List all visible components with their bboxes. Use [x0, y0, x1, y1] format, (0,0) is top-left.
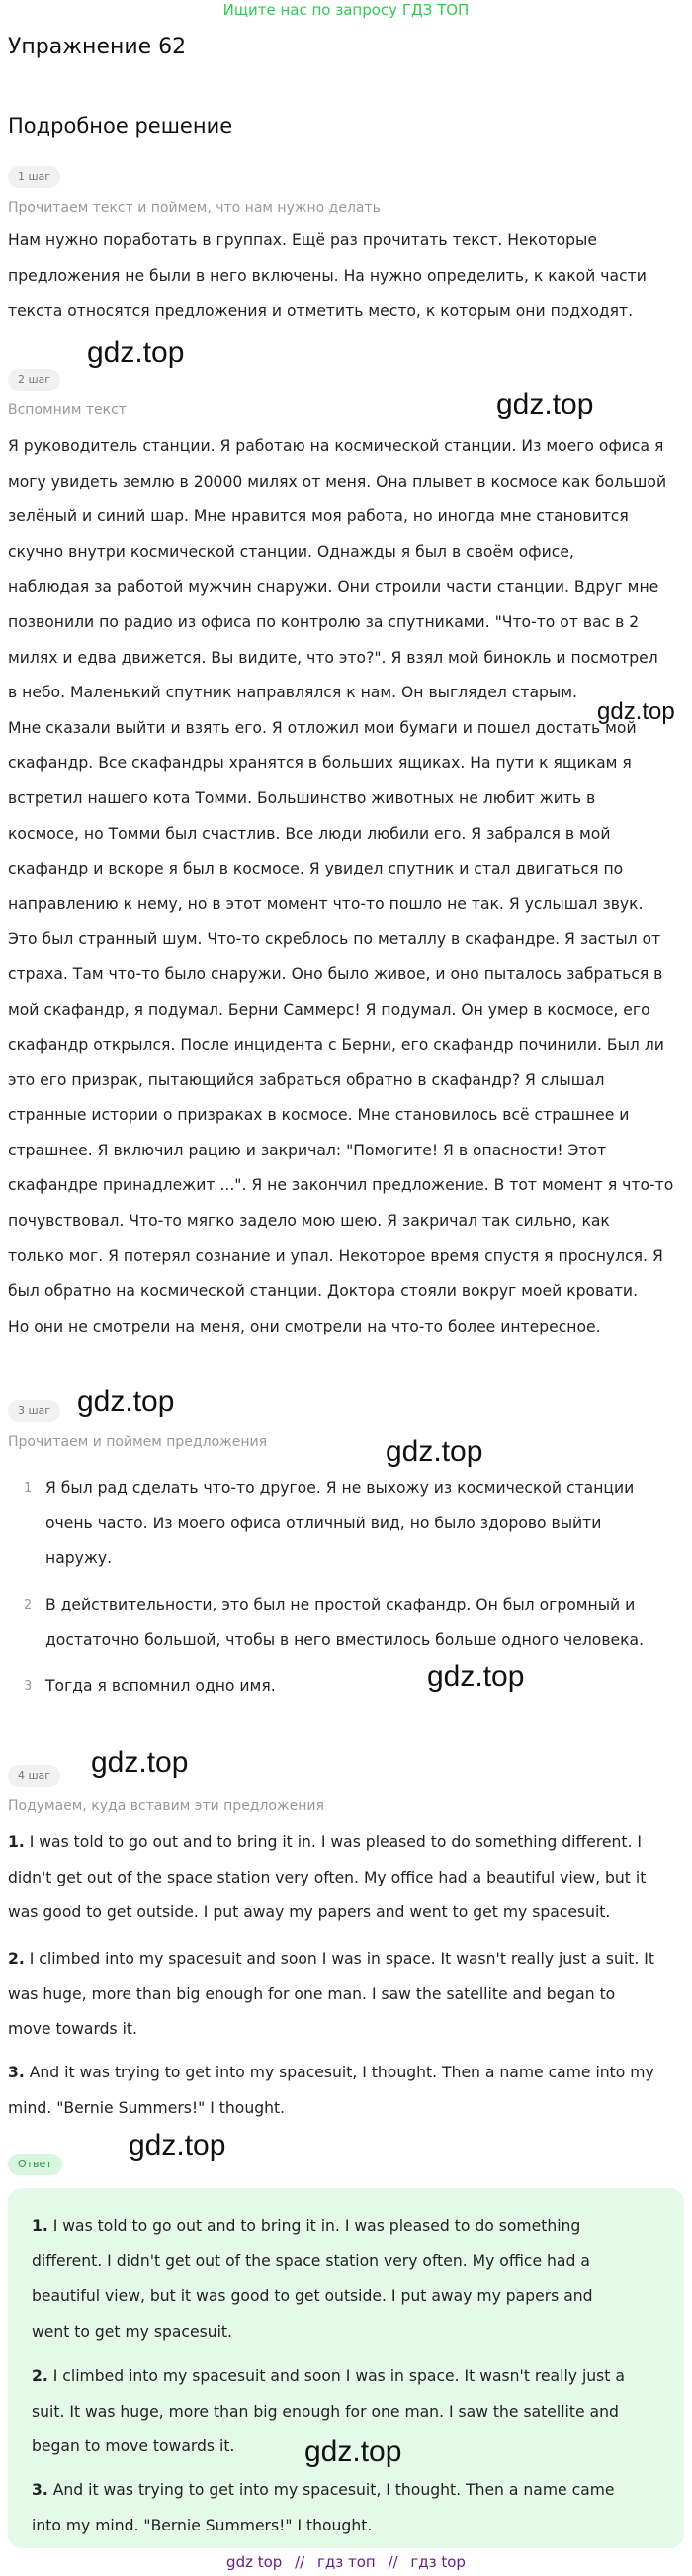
text-line: в небо. Маленький спутник направлялся к нам. Он выглядел старым. [8, 684, 577, 702]
list-number: 2 [24, 1598, 33, 1612]
text-line: Я руководитель станции. Я работаю на космической станции. Из моего офиса я [8, 437, 664, 455]
step-text-4-item-3 [8, 2056, 684, 2126]
text-line: beautiful view, but it was good to get outside. I put away my papers and [32, 2287, 593, 2306]
text-line: космосе, но Томми был счастлив. Все люди любили его. Я забрался в мой [8, 824, 611, 843]
step-text-2 [8, 429, 684, 1344]
text-line: скафандр. Все скафандры хранятся в больших ящиках. На пути к ящикам я [8, 754, 632, 773]
text-line: скафандр и вскоре я был в космосе. Я увидел спутник и стал двигаться по [8, 860, 624, 878]
footer-link[interactable]: гдз топ [316, 2553, 376, 2571]
step-text-4-item-1 [8, 1825, 684, 1931]
text-line: was good to get outside. I put away my papers and went to get my spacesuit. [8, 1903, 611, 1922]
text-line: очень часто. Из моего офиса отличный вид, но было здорово выйти [45, 1514, 602, 1532]
text-line: Тогда я вспомнил одно имя. [45, 1677, 276, 1695]
text-line: didn't get out of the space station very often. My office had a beautiful view, but it [8, 1868, 647, 1886]
text-line: мой скафандр, я подумал. Берни Саммерс! Я подумал. Он умер в космосе, его [8, 1000, 650, 1019]
text-line: began to move towards it. [32, 2438, 235, 2456]
step-hint-2: Вспомним текст [8, 402, 127, 417]
answer-badge: Ответ [8, 2154, 62, 2175]
page-title: Упражнение 62 [8, 35, 187, 59]
text-line [8, 1942, 684, 1978]
text-line: был обратно на космической станции. Доктора стояли вокруг моей кровати. [8, 1282, 639, 1301]
text-line [8, 1825, 684, 1861]
watermark: gdz.top [427, 1660, 525, 1693]
text-line: могу увидеть землю в 20000 милях от меня. Она плывет в космосе как большой [8, 472, 667, 491]
text-line: into my mind. "Bernie Summers!" I thought. [32, 2516, 373, 2534]
text-line: направлению к нему, но в этот момент что-то пошло не так. Я услышал звук. [8, 894, 644, 913]
text-line: скафандре принадлежит ...". Я не закончил предложение. В тот момент я что-то [8, 1176, 674, 1195]
list-item [24, 1588, 684, 1658]
watermark: gdz.top [87, 336, 185, 369]
item-text: And it was trying to get into my spacesuit, I thought. Then a name came [47, 2481, 615, 2499]
item-text: I was told to go out and to bring it in. I was pleased to do something [47, 2217, 581, 2235]
text-line: went to get my spacesuit. [32, 2322, 233, 2341]
text-line: В действительности, это был не простой скафандр. Он был огромный и [45, 1596, 636, 1613]
text-line [32, 2209, 664, 2245]
text-line: move towards it. [8, 2020, 137, 2039]
text-line: страшнее. Я включил рацию и закричал: "Помогите! Я в опасности! Этот [8, 1141, 607, 1159]
item-number: 2. [8, 1950, 25, 1968]
item-text: I climbed into my spacesuit and soon I was in space. It wasn't really just a suit. It [24, 1950, 654, 1968]
watermark: gdz.top [597, 698, 675, 725]
item-number: 3. [32, 2481, 48, 2499]
item-number: 1. [8, 1833, 25, 1851]
text-line: was huge, more than big enough for one man. I saw the satellite and began to [8, 1984, 616, 2003]
text-line: suit. It was huge, more than big enough for one man. I saw the satellite and [32, 2402, 619, 2421]
item-number: 2. [32, 2367, 48, 2385]
step-text-1 [8, 224, 684, 329]
step-badge-1: 1 шаг [8, 166, 60, 188]
step-hint-4: Подумаем, куда вставим эти предложения [8, 1798, 324, 1814]
watermark: gdz.top [386, 1435, 483, 1468]
footer-link[interactable]: gdz top [226, 2553, 283, 2571]
section-title: Подробное решение [8, 114, 233, 138]
text-line: Это был странный шум. Что-то скреблось по металлу в скафандре. Я застыл от [8, 930, 661, 949]
text-line: странные истории о призраках в космосе. Мне становилось всё страшнее и [8, 1106, 630, 1125]
text-line: Нам нужно поработать в группах. Ещё раз прочитать текст. Некоторые [8, 231, 597, 249]
item-text: I was told to go out and to bring it in. I was pleased to do something different. I [24, 1833, 643, 1851]
text-line: это его призрак, пытающийся забраться обратно в скафандр? Я слышал [8, 1070, 605, 1089]
text-line: наблюдая за работой мужчин снаружи. Они строили части станции. Вдруг мне [8, 578, 659, 597]
watermark: gdz.top [496, 388, 594, 420]
watermark: gdz.top [77, 1385, 175, 1418]
text-line: страха. Там что-то было снаружи. Оно было живое, и оно пыталось забраться в [8, 965, 663, 983]
text-line: встретил нашего кота Томми. Большинство животных не любит жить в [8, 788, 596, 807]
step-badge-2: 2 шаг [8, 369, 60, 391]
text-line: только мог. Я потерял сознание и упал. Некоторое время спустя я проснулся. Я [8, 1246, 663, 1265]
text-line: скафандр открылся. После инцидента с Берни, его скафандр починили. Был ли [8, 1036, 664, 1055]
step-hint-3: Прочитаем и поймем предложения [8, 1434, 268, 1450]
step-text-4-item-2 [8, 1942, 684, 2048]
text-line: Мне сказали выйти и взять его. Я отложил мои бумаги и пошел достать мой [8, 718, 637, 737]
text-line: зелёный и синий шар. Мне нравится моя работа, но иногда мне становится [8, 507, 629, 526]
footer-separator: // [388, 2553, 398, 2571]
text-line: different. I didn't get out of the space station very often. My office had a [32, 2252, 590, 2270]
footer-link[interactable]: гдз top [410, 2553, 466, 2571]
watermark: gdz.top [304, 2436, 402, 2468]
text-line: текста относятся предложения и отметить место, к которым они подходят. [8, 302, 634, 321]
footer-separator: // [295, 2553, 305, 2571]
text-line: позвонили по радио из офиса по контролю за спутниками. "Что-то от вас в 2 [8, 612, 640, 631]
list-item [24, 1471, 684, 1577]
step-badge-4: 4 шаг [8, 1765, 60, 1787]
text-line: скучно внутри космической станции. Однажды я был в своём офисе, [8, 542, 574, 561]
item-text: And it was trying to get into my spacesuit, I thought. Then a name came into my [24, 2064, 654, 2081]
text-line: предложения не были в него включены. На нужно определить, к какой части [8, 266, 647, 285]
text-line: Я был рад сделать что-то другое. Я не выхожу из космической станции [45, 1479, 635, 1497]
step-hint-1: Прочитаем текст и поймем, что нам нужно делать [8, 200, 381, 216]
item-number: 1. [32, 2217, 48, 2235]
text-line: почувствовал. Что-то мягко задело мою шею. Я закричал так сильно, как [8, 1212, 610, 1231]
text-line [32, 2473, 664, 2509]
item-text: I climbed into my spacesuit and soon I was in space. It wasn't really just a [47, 2367, 625, 2385]
list-number: 3 [24, 1679, 33, 1694]
text-line: достаточно большой, чтобы в него вместилось больше одного человека. [45, 1630, 645, 1649]
text-line: милях и едва движется. Вы видите, что это?". Я взял мой бинокль и посмотрел [8, 648, 658, 667]
text-line: mind. "Bernie Summers!" I thought. [8, 2098, 286, 2117]
item-number: 3. [8, 2064, 25, 2081]
text-line [8, 2056, 684, 2091]
watermark: gdz.top [129, 2129, 226, 2162]
text-line: наружу. [45, 1549, 113, 1568]
answer-item-1 [32, 2209, 664, 2349]
list-item [24, 1669, 684, 1704]
answer-item-3 [32, 2473, 664, 2543]
watermark: gdz.top [91, 1746, 189, 1779]
footer-links [0, 2552, 692, 2572]
search-banner[interactable]: Ищите нас по запросу ГДЗ ТОП [222, 1, 470, 19]
list-number: 1 [24, 1481, 33, 1496]
step-badge-3: 3 шаг [8, 1400, 60, 1422]
text-line [32, 2359, 664, 2395]
text-line: Но они не смотрели на меня, они смотрели на что-то более интересное. [8, 1317, 601, 1335]
